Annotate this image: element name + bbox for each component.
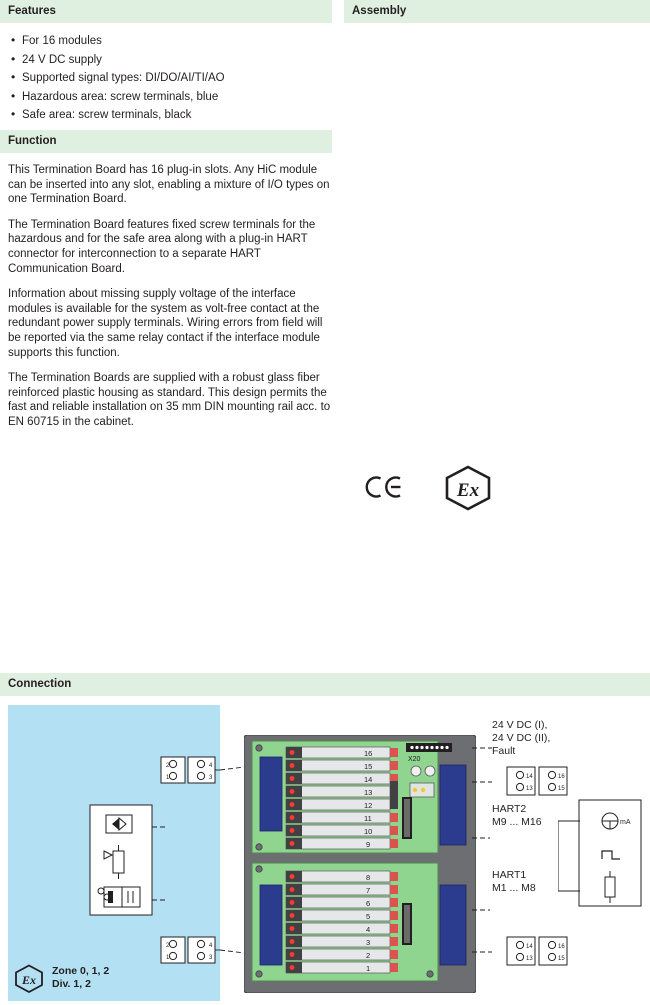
field-terminal-lower: [160, 933, 220, 967]
svg-text:16: 16: [364, 749, 373, 758]
hart1-label-line2: M1 ... M8: [492, 882, 536, 894]
svg-text:16: 16: [558, 944, 565, 950]
svg-text:4: 4: [209, 943, 213, 949]
svg-text:3: 3: [209, 955, 213, 961]
svg-text:12: 12: [364, 801, 373, 810]
svg-text:4: 4: [209, 763, 213, 769]
list-item: • Safe area: screw terminals, black: [22, 107, 332, 125]
svg-text:Ex: Ex: [456, 480, 480, 501]
function-column: [0, 130, 332, 153]
svg-text:4: 4: [366, 925, 371, 934]
function-heading: Function: [0, 130, 332, 153]
svg-text:6: 6: [366, 899, 371, 908]
svg-text:9: 9: [366, 840, 371, 849]
svg-text:1: 1: [166, 775, 170, 781]
assembly-heading: Assembly: [344, 0, 650, 23]
svg-text:3: 3: [209, 775, 213, 781]
svg-text:Ex: Ex: [21, 973, 37, 987]
termination-board: [244, 735, 476, 993]
svg-text:1: 1: [366, 964, 371, 973]
svg-text:2: 2: [166, 943, 170, 949]
svg-text:mA: mA: [620, 819, 631, 826]
hart-communication-box: [578, 799, 646, 907]
svg-text:7: 7: [366, 886, 371, 895]
svg-text:13: 13: [364, 788, 373, 797]
svg-text:8: 8: [366, 873, 371, 882]
supply-label-line3: Fault: [492, 745, 516, 757]
hart1-label: [492, 869, 536, 895]
hart2-label-line1: HART2: [492, 803, 527, 815]
assembly-column: [344, 0, 650, 23]
connection-column: [0, 673, 650, 696]
svg-text:11: 11: [364, 814, 372, 823]
ce-mark-icon: [364, 473, 404, 501]
svg-text:15: 15: [558, 956, 565, 962]
hart2-label: [492, 803, 542, 829]
connection-diagram: [0, 705, 650, 1005]
function-paragraph: The Termination Board features fixed screw terminals for the hazardous and for the safe area along with a plug-in HART connector for interconnection to a separate HART Communication Board.: [8, 218, 316, 275]
svg-text:X20: X20: [408, 756, 421, 763]
approval-marks: [344, 465, 644, 525]
svg-text:13: 13: [526, 956, 533, 962]
svg-text:15: 15: [558, 786, 565, 792]
zone-label-line2: Div. 1, 2: [52, 978, 91, 990]
svg-text:5: 5: [366, 912, 371, 921]
features-list: [0, 33, 332, 125]
function-text: [8, 163, 334, 441]
features-heading: Features: [0, 0, 332, 23]
function-paragraph: This Termination Board has 16 plug-in slots. Any HiC module can be inserted into any slot, enabling a mixture of I/O types on one Termination Board.: [8, 164, 330, 206]
supply-label-line1: 24 V DC (I),: [492, 719, 548, 731]
svg-text:14: 14: [526, 774, 533, 780]
svg-text:16: 16: [558, 774, 565, 780]
svg-text:13: 13: [526, 786, 533, 792]
list-item: • Hazardous area: screw terminals, blue: [22, 89, 332, 107]
hart-box-wiring: [558, 799, 580, 919]
svg-text:2: 2: [166, 763, 170, 769]
svg-text:10: 10: [364, 827, 373, 836]
list-item: • 24 V DC supply: [22, 52, 332, 70]
function-paragraph: The Termination Boards are supplied with a robust glass fiber reinforced plastic housing as standard. This design permits the fast and reliable installation on 35 mm DIN mounting rail acc. to EN 60715 in the cabinet.: [8, 372, 331, 428]
ex-mark-icon: [444, 465, 492, 511]
hart1-label-line1: HART1: [492, 869, 527, 881]
function-paragraph: Information about missing supply voltage of the interface modules is available for the system as volt-free contact at the redundant power supply terminals. Wiring errors from field will be reported via the same relay contact if the interface module supports this function.: [8, 288, 323, 359]
top-row: [0, 0, 650, 130]
supply-label-line2: 24 V DC (II),: [492, 732, 551, 744]
list-item: • For 16 modules: [22, 33, 332, 51]
connection-heading: Connection: [0, 673, 650, 696]
svg-text:15: 15: [364, 762, 373, 771]
features-column: [0, 0, 332, 126]
svg-text:14: 14: [364, 775, 373, 784]
svg-text:1: 1: [166, 955, 170, 961]
svg-text:2: 2: [366, 951, 371, 960]
list-item: • Supported signal types: DI/DO/AI/TI/AO: [22, 70, 332, 88]
supply-label: [492, 719, 550, 758]
hart2-label-line2: M9 ... M16: [492, 816, 542, 828]
zone-label-line1: Zone 0, 1, 2: [52, 965, 110, 977]
svg-text:3: 3: [366, 938, 371, 947]
supply-terminal-block: [506, 763, 572, 799]
safe-area-terminal-block: [506, 933, 572, 969]
svg-text:14: 14: [526, 944, 533, 950]
field-terminal-upper: [160, 753, 220, 787]
